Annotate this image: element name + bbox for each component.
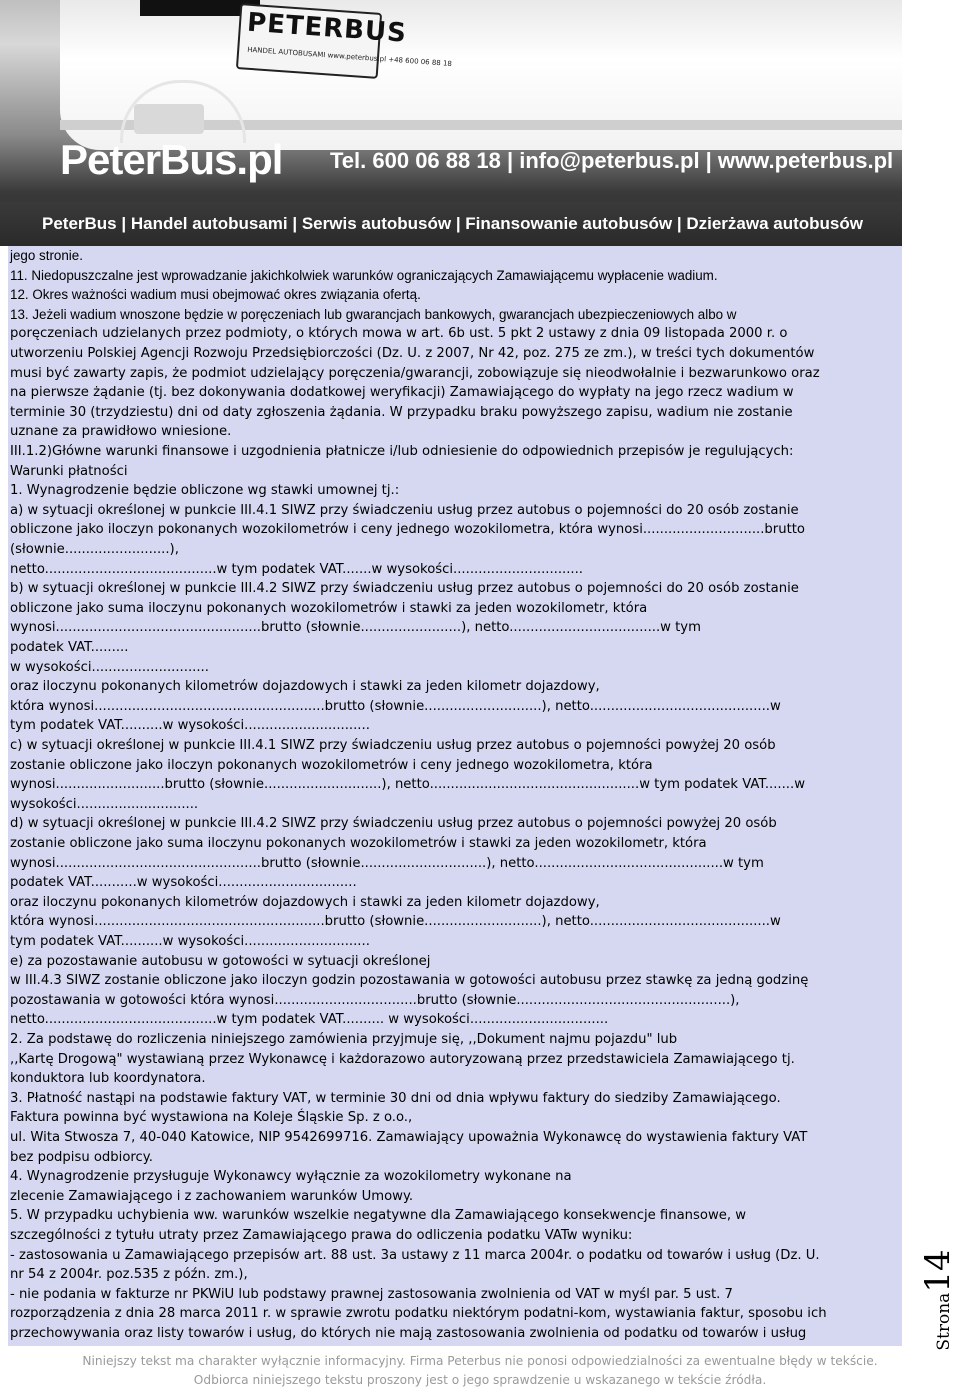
peterbus-logo <box>60 80 320 190</box>
tagline-bar <box>0 202 902 246</box>
text-line: utworzeniu Polskiej Agencji Rozwoju Przedsiębiorczości (Dz. U. z 2007, Nr 42, poz. 275 ze zm.), w treści tych dokumentów <box>10 346 815 361</box>
text-line: która wynosi.......................................................brutto (słownie............................), netto...........................................w <box>10 914 781 930</box>
disclaimer-line-1: Niniejszy tekst ma charakter wyłącznie informacyjny. Firma Peterbus nie ponosi odpowiedzialności za ewentualne błędy w tekście. <box>82 1354 878 1368</box>
text-line: Warunki płatności <box>10 463 128 479</box>
license-plate <box>236 3 453 79</box>
text-line: obliczone jako iloczyn pokonanych wozokilometrów i ceny jednego wozokilometra, która wynosi.............................brutto <box>10 522 805 538</box>
logo-text: PeterBus.pl <box>60 136 283 183</box>
text-line: wysokości............................. <box>10 796 199 812</box>
text-line: na pierwsze żądanie (tj. bez dokonywania dodatkowej weryfikacji) Zamawiającego do wypłaty na jego rzecz wadium w <box>10 385 794 401</box>
disclaimer-line-2: Odbiorca niniejszego tekstu proszony jest o jego sprawdzenie u wskazanego w tekście źródła. <box>193 1373 767 1387</box>
text-line: oraz iloczynu pokonanych kilometrów dojazdowych i stawki za jeden kilometr dojazdowy, <box>10 679 600 695</box>
text-line: zlecenie Zamawiającego i z zachowaniem warunków Umowy. <box>10 1188 414 1204</box>
text-line: uznane za prawidłowo wniesione. <box>10 424 232 440</box>
text-line: szczególności z tytułu utraty przez Zamawiającego prawa do odliczenia podatku VATw wyniku: <box>10 1228 633 1243</box>
text-line: 13. Jeżeli wadium wnoszone będzie w poręczeniach lub gwarancjach bankowych, gwarancjach ubezpieczeniowych albo w <box>10 306 737 322</box>
text-line: b) w sytuacji określonej w punkcie III.4.2 SIWZ przy świadczeniu usług przez autobus o pojemności do 20 osób zostanie <box>10 581 799 597</box>
contact-info: Tel. 600 06 88 18 | info@peterbus.pl | www.peterbus.pl <box>330 148 894 173</box>
text-line: pozostawania w gotowości która wynosi..................................brutto (słownie...................................................), <box>10 992 740 1008</box>
text-line: - zastosowania u Zamawiającego przepisów art. 88 ust. 3a ustawy z 11 marca 2004r. o podatku od towarów i usług (Dz. U. <box>10 1247 820 1263</box>
text-line: podatek VAT......... <box>10 640 129 655</box>
bus-icon <box>134 104 204 134</box>
text-line: poręczeniach udzielanych przez podmioty, o których mowa w art. 6b ust. 5 pkt 2 ustawy z dnia 09 listopada 2000 r. o <box>10 326 788 342</box>
text-line: oraz iloczynu pokonanych kilometrów dojazdowych i stawki za jeden kilometr dojazdowy, <box>10 894 600 910</box>
header-banner <box>0 0 902 246</box>
text-line: 2. Za podstawę do rozliczenia niniejszego zamówienia przyjmuje się, ,,Dokument najmu pojazdu" lub <box>10 1032 678 1047</box>
text-line: (słownie.........................), <box>10 542 179 557</box>
text-line: zostanie obliczone jako suma iloczynu pokonanych wozokilometrów i stawki za jeden wozokilometr, która <box>10 836 707 851</box>
text-line: c) w sytuacji określonej w punkcie III.4.1 SIWZ przy świadczeniu usług przez autobus o pojemności powyżej 20 osób <box>10 738 776 753</box>
text-line: Faktura powinna być wystawiona na Koleje Śląskie Sp. z o.o., <box>10 1110 413 1126</box>
text-line: ,,Kartę Drogową" wystawianą przez Wykonawcę i każdorazowo autoryzowaną przez przedstawiciela Zamawiającego tj. <box>10 1051 795 1067</box>
text-line: bez podpisu odbiorcy. <box>10 1149 153 1165</box>
text-line: tym podatek VAT..........w wysokości.............................. <box>10 718 370 734</box>
text-line: która wynosi.......................................................brutto (słownie............................), netto...........................................w <box>10 698 781 714</box>
text-line: tym podatek VAT..........w wysokości.............................. <box>10 934 370 949</box>
text-line: wynosi..........................brutto (słownie............................), netto..................................................w tym podatek VAT.......w <box>10 777 805 793</box>
text-line: 11. Niedopuszczalne jest wprowadzanie jakichkolwiek warunków ograniczających Zamawiającemu wypłacenie wadium. <box>10 267 718 283</box>
text-line: wynosi.................................................brutto (słownie..............................), netto.............................................w tym <box>10 855 764 871</box>
text-line: nr 54 z 2004r. poz.535 z późn. zm.), <box>10 1267 248 1283</box>
text-line: d) w sytuacji określonej w punkcie III.4.2 SIWZ przy świadczeniu usług przez autobus o pojemności powyżej 20 osób <box>10 816 777 832</box>
text-line: wynosi.................................................brutto (słownie........................), netto....................................w tym <box>10 620 701 636</box>
text-line: terminie 30 (trzydziestu) dni od daty zgłoszenia żądania. W przypadku braku powyższego zapisu, wadium nie zostanie <box>10 404 793 420</box>
disclaimer-footer <box>0 1352 960 1393</box>
plate-title: PETERBUS <box>246 7 408 49</box>
page-number-value: 14 <box>918 1249 958 1293</box>
text-line: netto.........................................w tym podatek VAT.......w wysokości............................... <box>10 561 583 577</box>
text-line: 5. W przypadku uchybienia ww. warunków wszelkie negatywne dla Zamawiającego konsekwencje finansowe, w <box>10 1208 747 1224</box>
text-line: w III.4.3 SIWZ zostanie obliczone jako iloczyn godzin pozostawania w gotowości autobusu przez stawkę za jedną godzinę <box>10 973 809 989</box>
text-line: - nie podania w fakturze nr PKWiU lub podstawy prawnej zastosowania zwolnienia od VAT w myśl par. 5 ust. 7 <box>10 1286 733 1302</box>
text-line: 1. Wynagrodzenie będzie obliczone wg stawki umownej tj.: <box>10 483 400 499</box>
text-line: 4. Wynagrodzenie przysługuje Wykonawcy wyłącznie za wozokilometry wykonane na <box>10 1169 572 1185</box>
text-line: 3. Płatność nastąpi na podstawie faktury VAT, w terminie 30 dni od dnia wpływu faktury do siedziby Zamawiającego. <box>10 1090 781 1106</box>
tagline-text: PeterBus | Handel autobusami | Serwis autobusów | Finansowanie autobusów | Dzierżawa autobusów <box>42 214 863 233</box>
text-line: jego stronie. <box>10 248 83 263</box>
text-line: przechowywania oraz listy towarów i usług, do których nie mają zastosowania zwolnienia od podatku od towarów i usług <box>10 1326 807 1341</box>
text-line: e) za pozostawanie autobusu w gotowości w sytuacji określonej <box>10 953 431 969</box>
plate-subtitle: HANDEL AUTOBUSAMI www.peterbus.pl +48 600 06 88 18 <box>246 45 453 69</box>
text-line: 12. Okres ważności wadium musi obejmować okres związania ofertą. <box>10 287 421 303</box>
text-line: III.1.2)Główne warunki finansowe i uzgodnienia płatnicze i/lub odniesienie do odpowiednich przepisów je regulujących: <box>10 444 794 459</box>
text-line: ul. Wita Stwosza 7, 40-040 Katowice, NIP 9542699716. Zamawiający upoważnia Wykonawcę do wystawienia faktury VAT <box>10 1130 808 1145</box>
text-line: netto.........................................w tym podatek VAT.......... w wysokości................................. <box>10 1012 609 1028</box>
text-line: a) w sytuacji określonej w punkcie III.4.1 SIWZ przy świadczeniu usług przez autobus o pojemności do 20 osób zostanie <box>10 502 799 518</box>
text-line: rozporządzenia z dnia 28 marca 2011 r. w sprawie zwrotu podatku niektórym podatni-kom, wystawiania faktur, sposobu ich <box>10 1306 827 1322</box>
text-line: obliczone jako suma iloczynu pokonanych wozokilometrów i stawki za jeden wozokilometr, która <box>10 600 648 616</box>
document-text-block <box>8 246 902 1346</box>
text-line: podatek VAT...........w wysokości................................. <box>10 875 357 891</box>
text-line: konduktora lub koordynatora. <box>10 1071 206 1087</box>
text-line: musi być zawarty zapis, że podmiot udzielający poręczenia/gwarancji, zobowiązuje się nieodwołalnie i bezwarunkowo oraz <box>10 365 820 381</box>
page-number <box>918 1250 958 1350</box>
text-line: zostanie obliczone jako iloczyn pokonanych wozokilometrów i ceny jednego wozokilometra, która <box>10 757 653 773</box>
page-label: Strona <box>934 1292 954 1351</box>
text-line: w wysokości............................ <box>10 659 209 675</box>
